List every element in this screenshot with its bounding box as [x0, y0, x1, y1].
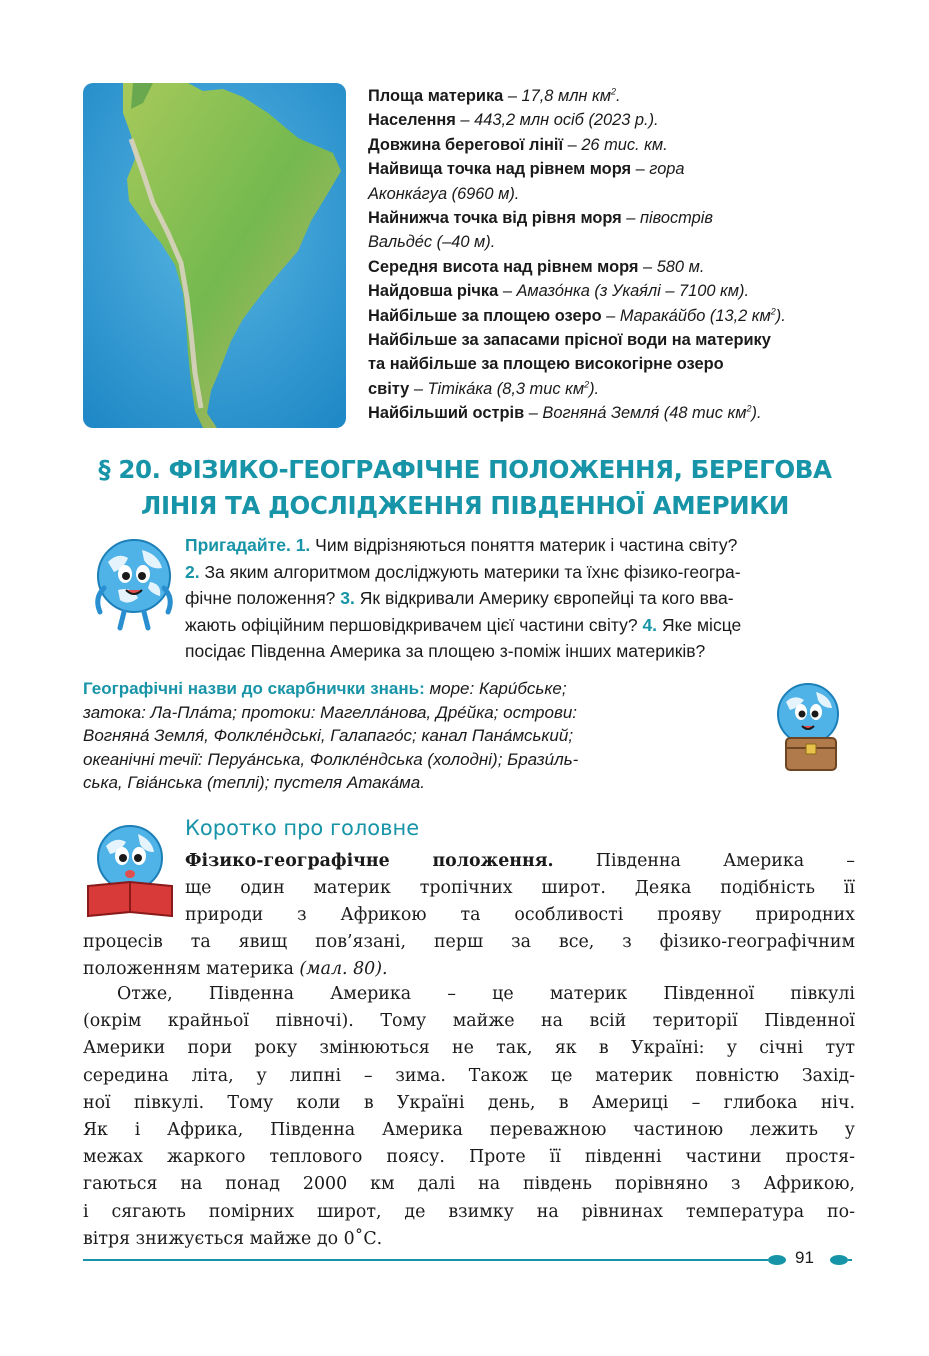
fact-population: Населення – 443,2 млн осіб (2023 р.).	[368, 111, 659, 130]
book-mascot-icon	[82, 820, 178, 920]
fact-largest-island: Найбільший острів – Вогняна́ Земля́ (48 тис $км^2$).	[368, 403, 762, 423]
brief-lead: Фізико-географічне положення.	[185, 851, 554, 871]
fact-largest-lake: Найбільше за площею озеро – Марака́йбо (13,2 $км^2$).	[368, 306, 786, 325]
brief-paragraph-1: Фізико-географічне положення. Південна Америка – ще один материк тропічних широт. Деяка подібність її природи з Африкою та особливості прояву природних	[185, 851, 855, 926]
fact-mean-elevation: Середня висота над рівнем моря – 580 м.	[368, 257, 705, 276]
fact-freshwater-lake-3: світу – Тітіка́ка (8,3 тис $км^2$).	[368, 379, 600, 398]
figure-reference: (мал. 80).	[299, 959, 388, 980]
fact-coastline: Довжина берегової лінії – 26 тис. км.	[368, 135, 668, 154]
footer-ornament-left-icon	[764, 1253, 790, 1272]
recall-label: Пригадайте.	[185, 535, 291, 555]
fact-longest-river: Найдовша річка – Амазо́нка (з Укая́лі – 7100 км).	[368, 282, 750, 301]
globe-mascot-icon	[88, 532, 180, 632]
geographic-names: Географічні назви до скарбнички знань: море: Кари́бське; затока: Ла-Пла́та; протоки: Магелла́нова, Дре́йка; острови: Вогняна́ Земля́, Фолкле́ндські, Галапаго́с; канал Пана́мський; океанічні течії: Перуа́нська, Фолкле́ндська (холодні); Брази́ль- ська, Гвіа́нська (теплі); пустеля Атака́ма.	[83, 679, 579, 793]
fact-area: Площа материка – 17,8 млн $км^2$.	[368, 86, 621, 105]
fact-highest-point-cont: Аконка́гуа (6960 м).	[368, 184, 520, 203]
continent-facts	[368, 84, 868, 426]
page-number: 91	[795, 1248, 814, 1267]
heading-line-2: ЛІНІЯ ТА ДОСЛІДЖЕННЯ ПІВДЕННОЇ АМЕРИКИ	[141, 491, 789, 520]
fact-lowest-point-cont: Вальде́с (–40 м).	[368, 233, 496, 252]
footer-rule	[83, 1259, 765, 1261]
brief-paragraph-2: Отже, Південна Америка – це материк Південної півкулі (окрім крайньої півночі). Тому майже на всій території Південної Америки пори року змінюються не так, як в Україні: у січні тут середина літа, у липні – зима. Також це материк повністю Захід- ної півкулі. Тому коли в Україні день, в Америці – глибока ніч. Як і Африка, Південна Америка переважною частиною лежить у межах жаркого теплового поясу. Проте її південні частини простя- гаються на понад 2000 км далі на південь порівняно з Африкою, і сягають помірних широт, де взимку на рівнинах температура по- вітря знижується майже до 0˚С.	[83, 984, 855, 1249]
fact-freshwater-lake-2: та найбільше за площею високогірне озеро	[368, 355, 724, 374]
heading-line-1: § 20. ФІЗИКО-ГЕОГРАФІЧНЕ ПОЛОЖЕННЯ, БЕРЕГОВА	[98, 455, 832, 484]
recall-questions: Пригадайте. 1. Чим відрізняються поняття материк і частина світу? 2. За яким алгоритмом досліджують материки та їхнє фізико-геогра- фічне положення? 3. Як відкривали Америку європейці та кого вва- жають офіційним першовідкривачем цієї частини світу? 4. Яке місце посідає Південна Америка за площею з-поміж інших материків?	[185, 535, 742, 661]
fact-freshwater-lake-1: Найбільше за запасами прісної води на материку	[368, 331, 771, 350]
brief-paragraph-1-cont: процесів та явищ пов’язані, перш за все, з фізико-географічним положенням материка (мал. 80).	[83, 932, 855, 980]
section-heading	[60, 452, 870, 524]
treasure-chest-mascot-icon	[762, 678, 858, 778]
brief-title: Коротко про головне	[185, 816, 420, 840]
fact-highest-point: Найвища точка над рівнем моря – гора	[368, 160, 685, 179]
fact-lowest-point: Найнижча точка від рівня моря – півострів	[368, 209, 713, 228]
footer-ornament-right-icon	[826, 1253, 852, 1272]
names-label: Географічні назви до скарбнички знань:	[83, 679, 425, 698]
south-america-map	[83, 83, 346, 428]
